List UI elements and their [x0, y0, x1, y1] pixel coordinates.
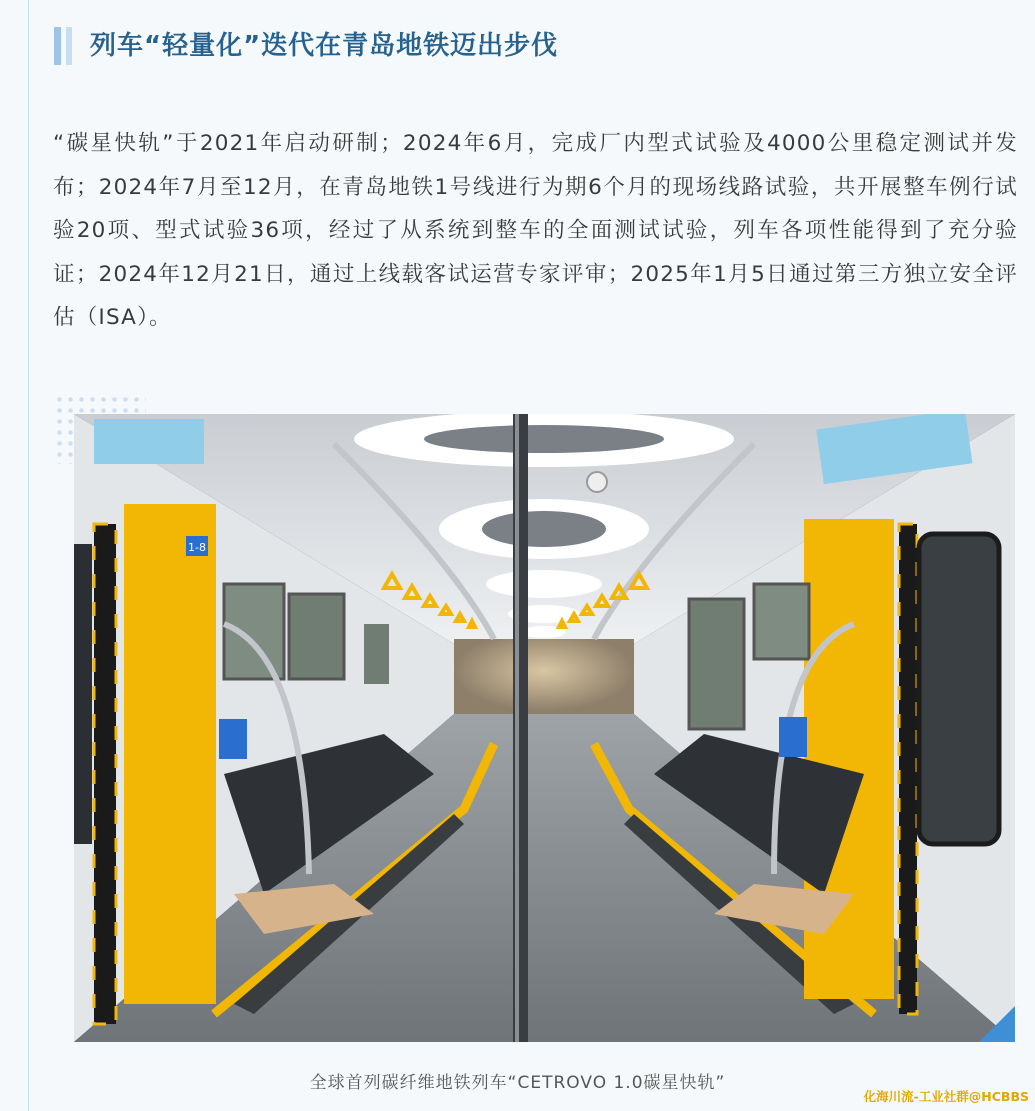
corner-accent [979, 1006, 1015, 1042]
train-interior-photo [74, 414, 1015, 1042]
section-title: 列车“轻量化”迭代在青岛地铁迈出步伐 [90, 31, 559, 61]
title-accent-bar [54, 27, 61, 65]
title-accent-bar-light [66, 27, 72, 65]
article-paragraph: “碳星快轨”于2021年启动研制；2024年6月，完成厂内型式试验及4000公里稳定测试并发布；2024年7月至12月，在青岛地铁1号线进行为期6个月的现场线路试验，共开展整车例行试验20项、型式试验36项，经过了从系统到整车的全面测试试验，列车各项性能得到了充分验证；2024年12月21日，通过上线载客试运营专家评审；2025年1月5日通过第三方独立安全评估（ISA）。 [53, 131, 1018, 330]
door-number-label: 1-8 [188, 541, 206, 554]
watermark: 化海川流-工业社群@HCBBS [863, 1089, 1029, 1104]
figure-caption: 全球首列碳纤维地铁列车“CETROVO 1.0碳星快轨” [309, 1073, 726, 1093]
left-border-line [28, 0, 29, 1111]
